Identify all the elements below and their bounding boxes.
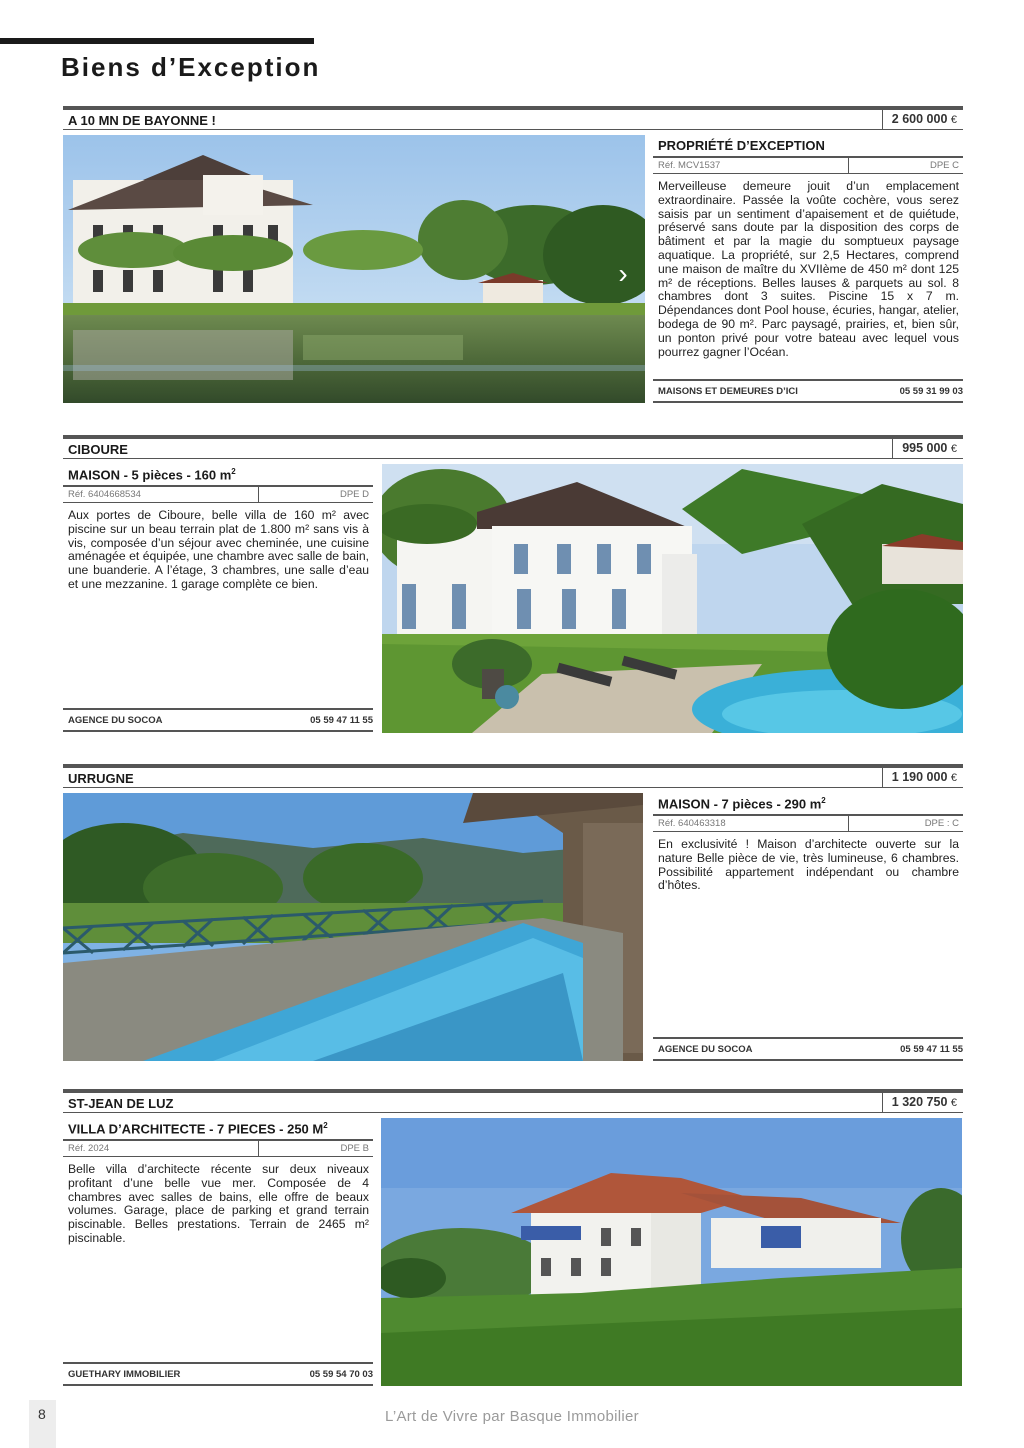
- agency-phone[interactable]: 05 59 47 11 55: [900, 1044, 963, 1055]
- footer-tagline: L’Art de Vivre par Basque Immobilier: [385, 1408, 639, 1425]
- agency-name: AGENCE DU SOCOA: [68, 715, 163, 726]
- listing-price: 995 000 €: [892, 439, 963, 458]
- energy-rating: DPE D: [339, 489, 369, 500]
- listing-title: PROPRIÉTÉ D’EXCEPTION: [653, 135, 963, 158]
- listing-description: En exclusivité ! Maison d’architecte ouverte sur la nature Belle pièce de vie, très lumineuse, 6 chambres. Possibilité appartement indépendant ou chambre d’hôtes.: [658, 837, 959, 893]
- listing-header: [63, 435, 963, 459]
- listing-info: [653, 135, 963, 404]
- reference: Réf. 6404668534: [68, 489, 141, 500]
- reference: Réf. 640463318: [658, 818, 726, 829]
- reference-row: [63, 487, 373, 503]
- listing-price: 2 600 000 €: [882, 110, 963, 129]
- listing-info: [63, 464, 373, 733]
- listing-st-jean-de-luz[interactable]: [63, 1089, 963, 1387]
- reference-row: [653, 158, 963, 174]
- property-photo[interactable]: [63, 793, 643, 1061]
- listing-bayonne[interactable]: [63, 106, 963, 404]
- agency-name: GUETHARY IMMOBILIER: [68, 1369, 181, 1380]
- agency-name: AGENCE DU SOCOA: [658, 1044, 753, 1055]
- agency-footer: [653, 1037, 963, 1061]
- listing-title: MAISON - 7 pièces - 290 $m^2$: [653, 793, 963, 816]
- reference: Réf. 2024: [68, 1143, 110, 1154]
- agency-phone[interactable]: 05 59 47 11 55: [310, 715, 373, 726]
- listing-description: Belle villa d’architecte récente sur deux niveaux profitant d’une belle vue mer. Composée de 4 chambres avec salles de bains, elle offre de beaux volumes. Garage, place de parking et grand terrain piscinable. Belles prestations. Terrain de 2465 m² piscinable.: [68, 1162, 369, 1245]
- top-accent-bar: [0, 38, 314, 44]
- agency-phone[interactable]: 05 59 31 99 03: [899, 386, 963, 397]
- page-number: 8: [38, 1406, 46, 1422]
- listing-header: [63, 1089, 963, 1113]
- property-photo[interactable]: [382, 464, 963, 733]
- listing-location: ST-JEAN DE LUZ: [68, 1096, 174, 1111]
- listing-description: Aux portes de Ciboure, belle villa de 160 m² avec piscine sur un beau terrain plat de 1.800 m² sans vis à vis, composée d’un séjour avec cheminée, une cuisine aménagée et équipée, une chambre avec salle de bain, une buanderie. A l’étage, 3 chambres, une salle d’eau et une mezzanine. 1 garage complète ce bien.: [68, 508, 369, 591]
- listing-location: URRUGNE: [68, 771, 134, 786]
- listing-location: CIBOURE: [68, 442, 128, 457]
- page-title: Biens d’Exception: [61, 52, 321, 82]
- energy-rating: DPE B: [340, 1143, 369, 1154]
- property-photo[interactable]: [381, 1118, 962, 1386]
- listing-info: [653, 793, 963, 1062]
- agency-footer: [653, 379, 963, 403]
- energy-rating: DPE : C: [924, 818, 959, 829]
- listing-urrugne[interactable]: [63, 764, 963, 1062]
- listing-description: Merveilleuse demeure jouit d’un emplacement extraordinaire. Passée la voûte cochère, vous serez saisis par un sentiment d’apaisement et de quiétude, préservé sans doute par la disposition des corps de bâtiment et par la magie du somptueux paysage aquatique. La propriété, sur 2,5 Hectares, comprend une maison de maître du XVIIème de 450 m² dont 125 m² de réceptions. Belles lauses & parquets au sol. 8 chambres dont 3 suites. Piscine 15 x 7 m. Dépendances dont Pool house, écuries, hangar, atelier, bodega de 90 m². Parc paysagé, prairies, et, bien sûr, un ponton privé pour votre bateau avec lequel vous pourrez gagner l’Océan.: [658, 179, 959, 359]
- listing-info: [63, 1118, 373, 1387]
- listing-location: A 10 MN DE BAYONNE !: [68, 113, 216, 128]
- reference-row: [63, 1141, 373, 1157]
- listing-ciboure[interactable]: [63, 435, 963, 733]
- listing-title: VILLA D’ARCHITECTE - 7 PIECES - 250 $M^2$: [63, 1118, 373, 1141]
- chevron-right-icon[interactable]: ›: [618, 258, 628, 289]
- listing-header: [63, 764, 963, 788]
- agency-footer: [63, 708, 373, 732]
- listing-price: 1 190 000 €: [882, 768, 963, 787]
- reference: Réf. MCV1537: [658, 160, 721, 171]
- listing-price: 1 320 750 €: [882, 1093, 963, 1112]
- energy-rating: DPE C: [929, 160, 959, 171]
- property-photo[interactable]: [63, 135, 645, 403]
- agency-name: MAISONS ET DEMEURES D’ICI: [658, 386, 798, 397]
- agency-footer: [63, 1362, 373, 1386]
- listing-title: MAISON - 5 pièces - 160 $m^2$: [63, 464, 373, 487]
- agency-phone[interactable]: 05 59 54 70 03: [309, 1369, 373, 1380]
- listing-header: [63, 106, 963, 130]
- reference-row: [653, 816, 963, 832]
